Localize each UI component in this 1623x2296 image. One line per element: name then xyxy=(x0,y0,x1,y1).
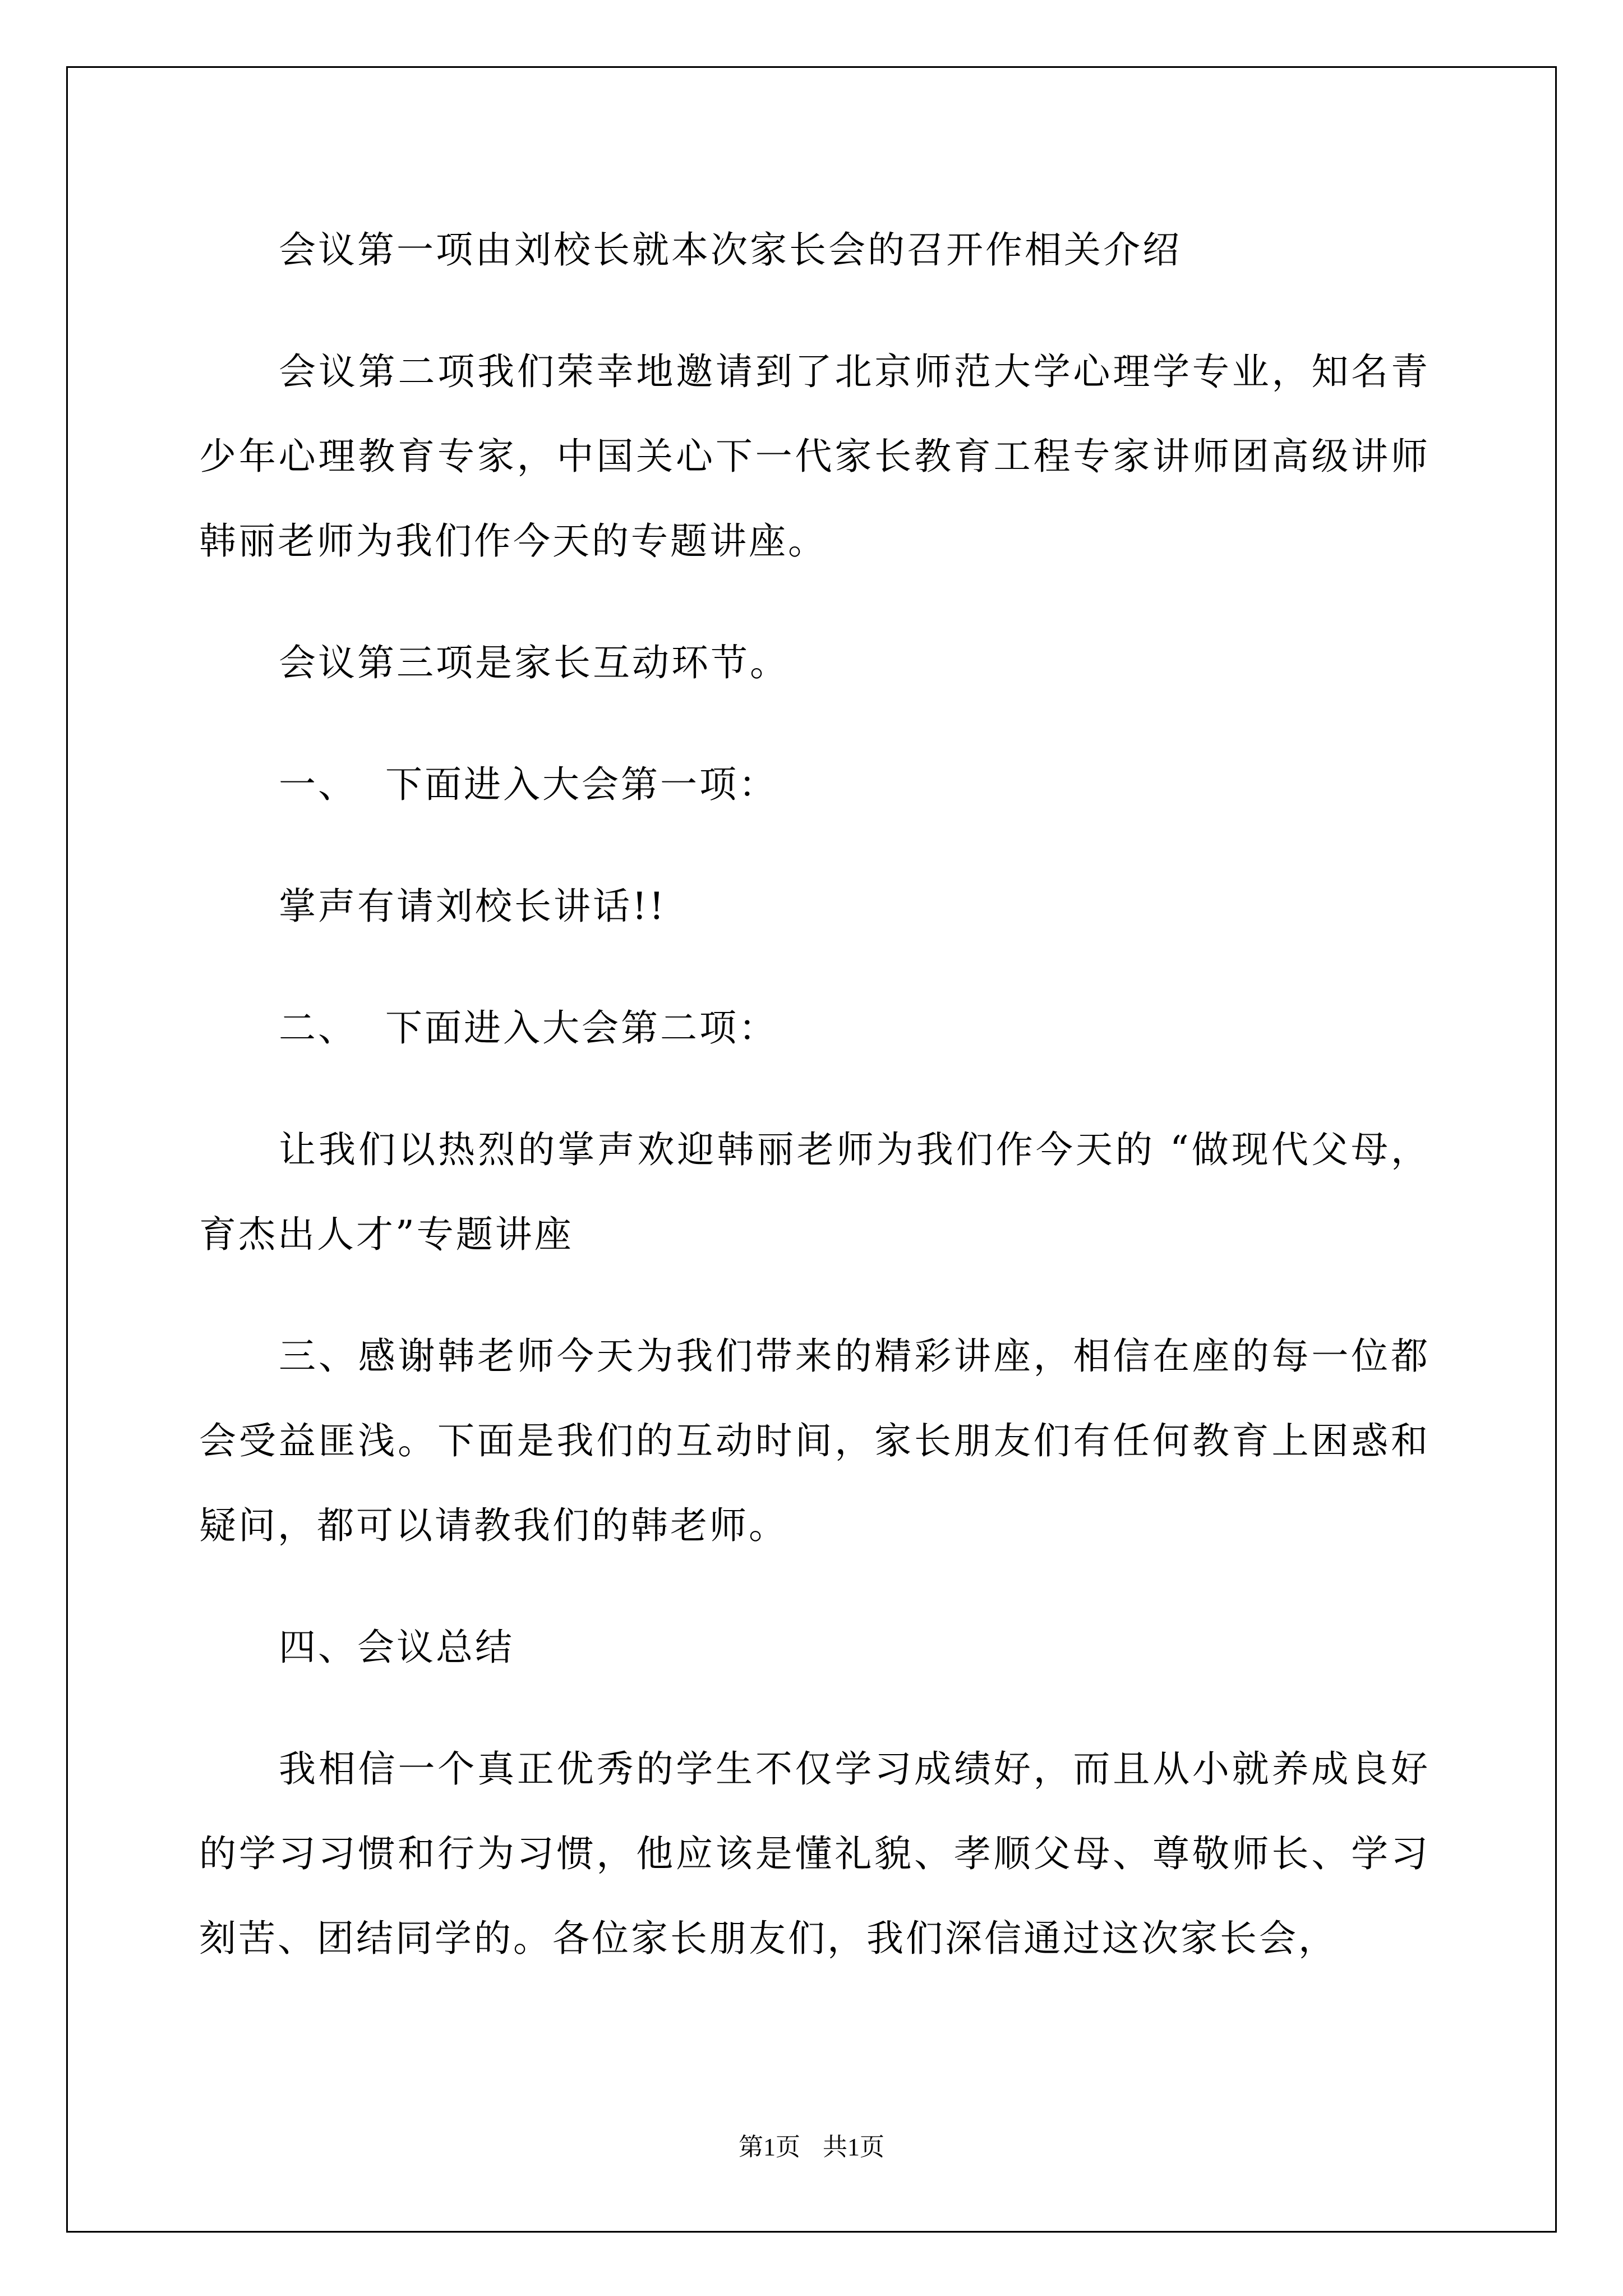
document-body xyxy=(199,208,1430,2018)
paragraph-1: 会议第一项由刘校长就本次家长会的召开作相关介绍 xyxy=(279,228,1182,272)
page-number-total: 共1页 xyxy=(823,2133,884,2161)
page-number-current: 第1页 xyxy=(739,2133,800,2161)
paragraph-2: 会议第二项我们荣幸地邀请到了北京师范大学心理学专业，知名青少年心理教育专家，中国关心下一代家长教育工程专家讲师团高级讲师韩丽老师为我们作今天的专题讲座。 xyxy=(199,350,1430,563)
paragraph-8: 三、感谢韩老师今天为我们带来的精彩讲座，相信在座的每一位都会受益匪浅。下面是我们的互动时间，家长朋友们有任何教育上困惑和疑问，都可以请教我们的韩老师。 xyxy=(199,1335,1430,1547)
paragraph-4: 一、 下面进入大会第一项： xyxy=(279,763,778,806)
paragraph-7: 让我们以热烈的掌声欢迎韩丽老师为我们作今天的 “做现代父母，育杰出人才”专题讲座 xyxy=(199,1128,1430,1256)
paragraph-5: 掌声有请刘校长讲话!! xyxy=(279,885,667,928)
paragraph-6: 二、 下面进入大会第二项： xyxy=(279,1006,778,1050)
paragraph-9: 四、会议总结 xyxy=(279,1626,514,1669)
page-footer xyxy=(0,2131,1623,2164)
paragraph-10: 我相信一个真正优秀的学生不仅学习成绩好，而且从小就养成良好的学习习惯和行为习惯，他应该是懂礼貌、孝顺父母、尊敬师长、学习刻苦、团结同学的。各位家长朋友们，我们深信通过这次家长会， xyxy=(199,1747,1430,1960)
paragraph-3: 会议第三项是家长互动环节。 xyxy=(279,641,789,684)
